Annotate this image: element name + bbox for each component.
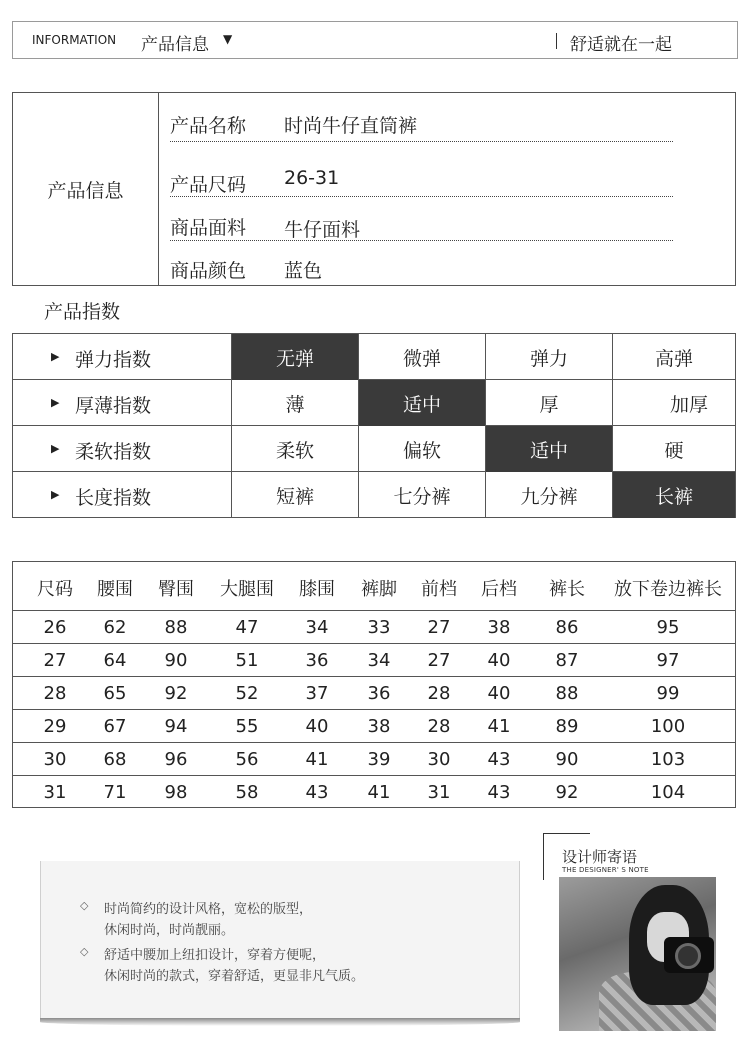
index-row-label <box>13 472 232 518</box>
size-cell: 43 <box>305 782 329 803</box>
size-cell: 36 <box>305 650 329 671</box>
index-row-length <box>13 472 735 518</box>
table-row <box>13 743 735 776</box>
size-cell: 28 <box>427 683 451 704</box>
info-value: 牛仔面料 <box>284 219 361 241</box>
index-label-text: 柔软指数 <box>75 441 152 463</box>
index-option: 微弹 <box>359 334 486 380</box>
info-key: 产品尺码 <box>170 174 247 196</box>
size-cell: 31 <box>427 782 451 803</box>
size-header-cell: 前档 <box>421 579 457 600</box>
size-cell: 27 <box>427 650 451 671</box>
index-row-elasticity <box>13 334 735 380</box>
size-cell: 71 <box>103 782 127 803</box>
index-option: 七分裤 <box>359 472 486 518</box>
triangle-right-icon: ▶ <box>51 396 60 409</box>
size-cell: 27 <box>43 650 67 671</box>
note-shadow <box>40 1018 520 1026</box>
size-cell: 41 <box>305 749 329 770</box>
size-cell: 104 <box>650 782 686 803</box>
size-cell: 27 <box>427 617 451 638</box>
index-option: 厚 <box>486 380 613 426</box>
size-cell: 68 <box>103 749 127 770</box>
size-cell: 39 <box>367 749 391 770</box>
size-header-cell: 臀围 <box>158 579 194 600</box>
index-option: 高弹 <box>654 347 693 370</box>
index-label-text: 厚薄指数 <box>75 395 152 417</box>
index-option: 加厚 <box>669 393 708 416</box>
header-cn-label: 产品信息 <box>141 35 209 55</box>
size-cell: 28 <box>427 716 451 737</box>
index-row-thickness <box>13 380 735 426</box>
size-cell: 58 <box>235 782 259 803</box>
index-row-label <box>13 334 232 380</box>
size-cell: 34 <box>305 617 329 638</box>
index-title: 产品指数 <box>44 301 121 323</box>
info-value: 26-31 <box>284 167 340 189</box>
size-header-cell: 放下卷边裤长 <box>614 579 722 600</box>
product-info-label: 产品信息 <box>13 93 159 285</box>
size-cell: 51 <box>235 650 259 671</box>
designer-note-box <box>40 861 520 1018</box>
size-cell: 98 <box>164 782 188 803</box>
size-cell: 26 <box>43 617 67 638</box>
size-cell: 40 <box>487 683 511 704</box>
index-row-label <box>13 426 232 472</box>
info-key: 产品名称 <box>170 115 247 137</box>
size-cell: 65 <box>103 683 127 704</box>
info-key: 商品面料 <box>170 217 247 239</box>
size-cell: 41 <box>367 782 391 803</box>
table-row <box>13 611 735 644</box>
size-cell: 100 <box>650 716 686 737</box>
size-header-cell: 裤长 <box>549 579 585 600</box>
index-option-selected: 无弹 <box>232 334 359 380</box>
size-cell: 36 <box>367 683 391 704</box>
size-cell: 92 <box>555 782 579 803</box>
product-info-box <box>12 92 736 286</box>
info-key: 商品颜色 <box>170 260 247 282</box>
info-row-fabric <box>170 213 673 241</box>
designer-title: 设计师寄语 <box>562 848 638 866</box>
size-cell: 103 <box>650 749 686 770</box>
table-row <box>13 710 735 743</box>
note-line: 休闲时尚，时尚靓丽。 <box>104 923 235 938</box>
table-row <box>13 644 735 677</box>
size-cell: 43 <box>487 749 511 770</box>
size-cell: 87 <box>555 650 579 671</box>
size-table-header <box>13 562 735 611</box>
size-cell: 40 <box>305 716 329 737</box>
size-cell: 40 <box>487 650 511 671</box>
info-value: 蓝色 <box>284 260 323 282</box>
size-header-cell: 裤脚 <box>361 579 397 600</box>
size-cell: 67 <box>103 716 127 737</box>
size-cell: 92 <box>164 683 188 704</box>
triangle-right-icon: ▶ <box>51 488 60 501</box>
size-cell: 94 <box>164 716 188 737</box>
triangle-right-icon: ▶ <box>51 350 60 363</box>
index-option: 弹力 <box>486 334 613 380</box>
note-line: 舒适中腰加上纽扣设计，穿着方便呢， <box>104 948 326 963</box>
index-option: 短裤 <box>232 472 359 518</box>
header-bar <box>12 21 738 59</box>
size-cell: 99 <box>656 683 680 704</box>
designer-subtitle: THE DESIGNER' S NOTE <box>562 866 649 874</box>
size-table <box>12 561 736 808</box>
index-row-softness <box>13 426 735 472</box>
index-table <box>12 333 736 518</box>
size-cell: 88 <box>555 683 579 704</box>
size-cell: 64 <box>103 650 127 671</box>
index-option: 薄 <box>232 380 359 426</box>
size-cell: 30 <box>43 749 67 770</box>
size-cell: 29 <box>43 716 67 737</box>
camera-lens <box>675 943 701 969</box>
size-cell: 37 <box>305 683 329 704</box>
note-line: 休闲时尚的款式，穿着舒适，更显非凡气质。 <box>104 969 365 984</box>
info-value: 时尚牛仔直筒裤 <box>284 115 418 137</box>
index-option-selected: 适中 <box>359 380 486 426</box>
index-option-selected: 适中 <box>486 426 613 472</box>
size-cell: 90 <box>164 650 188 671</box>
triangle-right-icon: ▶ <box>51 442 60 455</box>
size-cell: 90 <box>555 749 579 770</box>
size-cell: 55 <box>235 716 259 737</box>
size-cell: 38 <box>487 617 511 638</box>
diamond-icon: ◇ <box>80 899 89 912</box>
size-header-cell: 尺码 <box>37 579 73 600</box>
index-row-label <box>13 380 232 426</box>
size-cell: 28 <box>43 683 67 704</box>
header-en-label: INFORMATION <box>32 33 117 47</box>
size-cell: 33 <box>367 617 391 638</box>
size-cell: 38 <box>367 716 391 737</box>
size-cell: 88 <box>164 617 188 638</box>
size-cell: 97 <box>656 650 680 671</box>
diamond-icon: ◇ <box>80 945 89 958</box>
size-cell: 89 <box>555 716 579 737</box>
index-option: 偏软 <box>359 426 486 472</box>
size-cell: 96 <box>164 749 188 770</box>
table-row <box>13 677 735 710</box>
index-option: 硬 <box>664 439 684 462</box>
index-label-text: 弹力指数 <box>75 349 152 371</box>
size-cell: 30 <box>427 749 451 770</box>
index-option: 柔软 <box>232 426 359 472</box>
size-header-cell: 后档 <box>481 579 517 600</box>
note-line: 时尚简约的设计风格，宽松的版型， <box>104 902 313 917</box>
size-cell: 62 <box>103 617 127 638</box>
chevron-down-icon: ▼ <box>223 32 233 46</box>
index-label-text: 长度指数 <box>75 487 152 509</box>
table-row <box>13 776 735 809</box>
header-slogan: 舒适就在一起 <box>570 35 672 55</box>
size-header-cell: 腰围 <box>97 579 133 600</box>
size-cell: 31 <box>43 782 67 803</box>
size-cell: 56 <box>235 749 259 770</box>
size-cell: 95 <box>656 617 680 638</box>
size-cell: 47 <box>235 617 259 638</box>
size-header-cell: 膝围 <box>299 579 335 600</box>
designer-photo <box>559 877 716 1031</box>
size-cell: 43 <box>487 782 511 803</box>
info-row-name <box>170 111 673 142</box>
info-row-color <box>170 256 673 282</box>
size-cell: 52 <box>235 683 259 704</box>
header-divider <box>556 33 557 49</box>
index-option-selected: 长裤 <box>613 472 735 518</box>
size-cell: 41 <box>487 716 511 737</box>
size-header-cell: 大腿围 <box>220 579 274 600</box>
index-option: 九分裤 <box>486 472 613 518</box>
size-cell: 86 <box>555 617 579 638</box>
info-row-size <box>170 167 673 197</box>
size-cell: 34 <box>367 650 391 671</box>
